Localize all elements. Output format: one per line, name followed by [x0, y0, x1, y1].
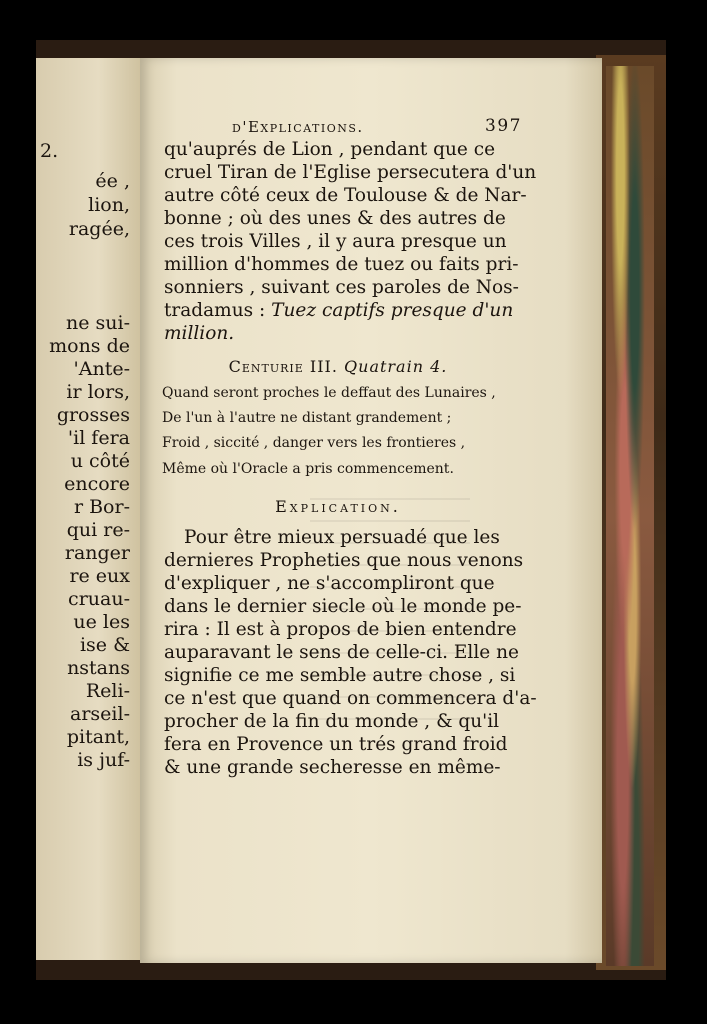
text-line: ces trois Villes , il y aura presque un — [164, 231, 507, 252]
left-page-fragment: 'Ante- — [73, 358, 130, 380]
left-page-fragment: 'il fera — [67, 427, 130, 449]
text-line: sonniers , suivant ces paroles de Nos- — [164, 277, 519, 298]
left-page-fragment: ée , — [95, 170, 130, 192]
text-line: million d'hommes de tuez ou faits pri- — [164, 254, 519, 275]
left-page-fragment: ranger — [64, 542, 130, 564]
text-line: dans le dernier siecle où le monde pe- — [164, 596, 522, 617]
left-page-fragment: mons de — [49, 335, 130, 357]
left-page-fragment: ir lors, — [66, 381, 130, 403]
left-page-fragment: pitant, — [66, 726, 130, 748]
quatrain-number: Quatrain 4. — [344, 357, 448, 376]
centurie-heading — [164, 355, 512, 378]
left-page-fragment: Reli- — [85, 680, 130, 702]
text-line: fera en Provence un trés grand froid — [164, 734, 508, 755]
text-line: bonne ; où des unes & des autres de — [164, 208, 506, 229]
quote-end: million. — [164, 323, 235, 344]
page-header — [140, 118, 602, 138]
text-line: autre côté ceux de Toulouse & de Nar- — [164, 185, 527, 206]
left-page-fragment: 2. — [40, 140, 59, 162]
text-line: & une grande secheresse en même- — [164, 757, 501, 778]
text-line: procher de la fin du monde , & qu'il — [164, 711, 500, 732]
verse-line: De l'un à l'autre ne distant grandement ; — [162, 410, 452, 426]
left-page-fragment: re eux — [69, 565, 130, 587]
quote-italic: Tuez captifs presque d'un — [271, 300, 514, 321]
left-page-fragment: encore — [64, 473, 130, 495]
verse-line: Même où l'Oracle a pris commencement. — [162, 461, 454, 477]
text-line: auparavant le sens de celle-ci. Elle ne — [164, 642, 519, 663]
text-line: Pour être mieux persuadé que les — [184, 527, 500, 548]
left-page-fragment: cruau- — [68, 588, 130, 610]
left-page-fragment: qui re- — [66, 519, 130, 541]
left-page-fragment: nstans — [67, 657, 130, 679]
text-line: cruel Tiran de l'Eglise persecutera d'un — [164, 162, 537, 183]
left-page-fragment: r Bor- — [73, 496, 130, 518]
left-page-fragment: lion, — [88, 194, 130, 216]
quote-line — [164, 299, 512, 322]
left-page-fragment: grosses — [56, 404, 130, 426]
text-line: d'expliquer , ne s'accompliront que — [164, 573, 495, 594]
quote-lead: tradamus : — [164, 300, 266, 321]
left-page-fragment: is juf- — [77, 749, 130, 771]
text-line: rira : Il est à propos de bien entendre — [164, 619, 517, 640]
left-page-fragment: ue les — [73, 611, 130, 633]
left-page-fragment: ragée, — [68, 218, 130, 240]
verse-line: Quand seront proches le deffaut des Lunaires , — [162, 385, 496, 401]
centurie-title: Centurie III. — [228, 357, 338, 376]
running-head: d'Explications. — [232, 118, 364, 136]
left-page-fragment: arseil- — [70, 703, 130, 725]
page-number: 397 — [485, 116, 522, 136]
left-page-fragment: u côté — [70, 450, 130, 472]
text-line: dernieres Propheties que nous venons — [164, 550, 524, 571]
right-page — [140, 58, 602, 963]
text-line: signifie ce me semble autre chose , si — [164, 665, 516, 686]
explication-heading: Explication. — [275, 497, 401, 516]
left-page-fragment: ise & — [79, 634, 130, 656]
text-line: qu'auprés de Lion , pendant que ce — [164, 139, 496, 160]
text-line: ce n'est que quand on commencera d'a- — [164, 688, 537, 709]
left-page-fragment: ne sui- — [65, 312, 130, 334]
left-page — [36, 58, 141, 960]
marbled-endpaper — [606, 66, 654, 966]
verse-line: Froid , siccité , danger vers les frontieres , — [162, 435, 466, 451]
